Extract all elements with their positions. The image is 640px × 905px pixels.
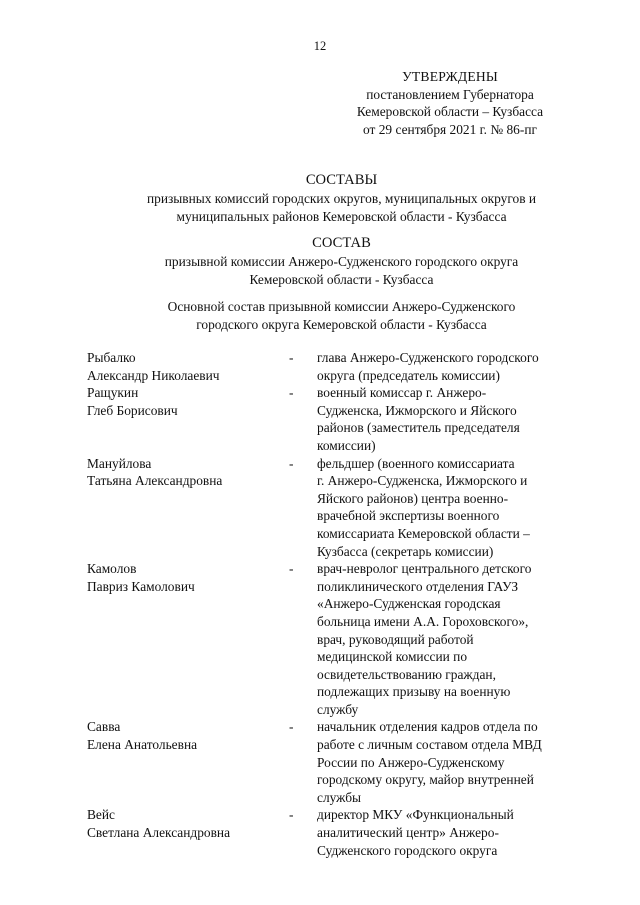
member-role-line: районов (заместитель председателя xyxy=(317,420,520,436)
member-role xyxy=(317,349,579,384)
member-role-line: работе с личным составом отдела МВД xyxy=(317,737,542,753)
member-dash: - xyxy=(289,719,294,735)
member-dash: - xyxy=(289,455,294,471)
compositions-title: СОСТАВЫ xyxy=(305,172,378,188)
member-role-line: начальник отделения кадров отдела по xyxy=(317,719,538,735)
approval-title: УТВЕРЖДЕНЫ xyxy=(402,69,498,84)
member-role-line: больница имени А.А. Гороховского», xyxy=(317,613,529,629)
member-role-line: поликлинического отделения ГАУЗ xyxy=(317,578,519,594)
member-dash: - xyxy=(289,385,294,401)
member-role-line: городскому округу, майор внутренней xyxy=(317,772,534,788)
approval-line: постановлением Губернатора xyxy=(366,86,534,102)
member-role-line: России по Анжеро-Судженскому xyxy=(317,754,505,770)
member-role-line: г. Анжеро-Судженска, Ижморского и xyxy=(317,473,528,489)
member-role-line: комиссии) xyxy=(317,437,376,453)
member-name-line: Татьяна Александровна xyxy=(87,473,223,489)
member-name-line: Савва xyxy=(87,719,121,735)
member-role xyxy=(317,806,579,859)
member-row xyxy=(87,349,587,384)
member-role-line: округа (председатель комиссии) xyxy=(317,367,500,383)
member-name xyxy=(87,349,289,384)
member-name xyxy=(87,560,289,718)
member-role-line: военный комиссар г. Анжеро- xyxy=(317,385,487,401)
member-name-line: Александр Николаевич xyxy=(87,367,220,383)
member-name-line: Елена Анатольевна xyxy=(87,737,198,753)
member-role xyxy=(317,455,579,561)
member-role xyxy=(317,384,579,454)
members-list xyxy=(87,349,587,859)
composition-subtitle-line: призывной комиссии Анжеро-Судженского городского округа xyxy=(164,254,519,269)
compositions-subtitle-line: муниципальных районов Кемеровской области - Кузбасса xyxy=(176,208,507,224)
member-name-line: Светлана Александровна xyxy=(87,825,231,841)
member-name-line: Рыбалко xyxy=(87,350,136,365)
member-role-line: комиссариата Кемеровской области – xyxy=(317,525,530,541)
member-name xyxy=(87,806,289,859)
member-role xyxy=(317,718,579,806)
composition-subtitle-line: Кемеровской области - Кузбасса xyxy=(249,271,434,287)
member-role-line: «Анжеро-Судженская городская xyxy=(317,596,501,612)
member-name xyxy=(87,455,289,561)
member-dash: - xyxy=(289,561,294,577)
member-name xyxy=(87,384,289,454)
member-name-line: Камолов xyxy=(87,561,137,577)
compositions-subtitle-line: призывных комиссий городских округов, муниципальных округов и xyxy=(146,191,537,206)
composition-heading xyxy=(90,234,593,288)
member-role-line: врачебной экспертизы военного xyxy=(317,508,500,524)
member-role-line: Кузбасса (секретарь комиссии) xyxy=(317,543,494,559)
member-role-line: подлежащих призыву на военную xyxy=(317,684,511,700)
approval-line: Кемеровской области – Кузбасса xyxy=(356,104,544,119)
member-role-line: службы xyxy=(317,789,362,805)
member-role-line: Судженского городского округа xyxy=(317,842,498,858)
member-role-line: Яйского районов) центра военно- xyxy=(317,490,509,506)
member-role-line: аналитический центр» Анжеро- xyxy=(317,825,499,841)
member-dash: - xyxy=(289,350,294,365)
main-composition-heading xyxy=(90,298,593,333)
member-role-line: врач, руководящий работой xyxy=(317,631,474,647)
member-row xyxy=(87,384,587,454)
member-role-line: врач-невролог центрального детского xyxy=(317,561,532,577)
member-name xyxy=(87,718,289,806)
approval-block xyxy=(330,68,570,138)
member-name-line: Ращукин xyxy=(87,385,139,401)
page-number: 12 xyxy=(313,39,327,53)
member-row xyxy=(87,455,587,561)
member-role-line: фельдшер (военного комиссариата xyxy=(317,455,515,471)
member-row xyxy=(87,718,587,806)
member-name-line: Мануйлова xyxy=(87,455,152,471)
main-composition-line: Основной состав призывной комиссии Анжеро-Судженского xyxy=(167,299,516,314)
member-role-line: освидетельствованию граждан, xyxy=(317,666,496,682)
member-role-line: службу xyxy=(317,701,359,717)
member-role-line: Судженска, Ижморского и Яйского xyxy=(317,402,517,418)
member-dash: - xyxy=(289,807,294,823)
compositions-heading xyxy=(90,171,593,225)
member-role xyxy=(317,560,579,718)
member-name-line: Глеб Борисович xyxy=(87,402,178,418)
member-name-line: Вейс xyxy=(87,807,115,823)
member-role-line: глава Анжеро-Судженского городского xyxy=(317,350,539,365)
member-role-line: медицинской комиссии по xyxy=(317,649,468,665)
member-row xyxy=(87,806,587,859)
member-name-line: Павриз Камолович xyxy=(87,578,195,594)
member-row xyxy=(87,560,587,718)
member-role-line: директор МКУ «Функциональный xyxy=(317,807,514,823)
composition-title: СОСТАВ xyxy=(312,235,371,251)
main-composition-line: городского округа Кемеровской области - Кузбасса xyxy=(196,316,487,332)
approval-line: от 29 сентября 2021 г. № 86-пг xyxy=(363,121,537,137)
